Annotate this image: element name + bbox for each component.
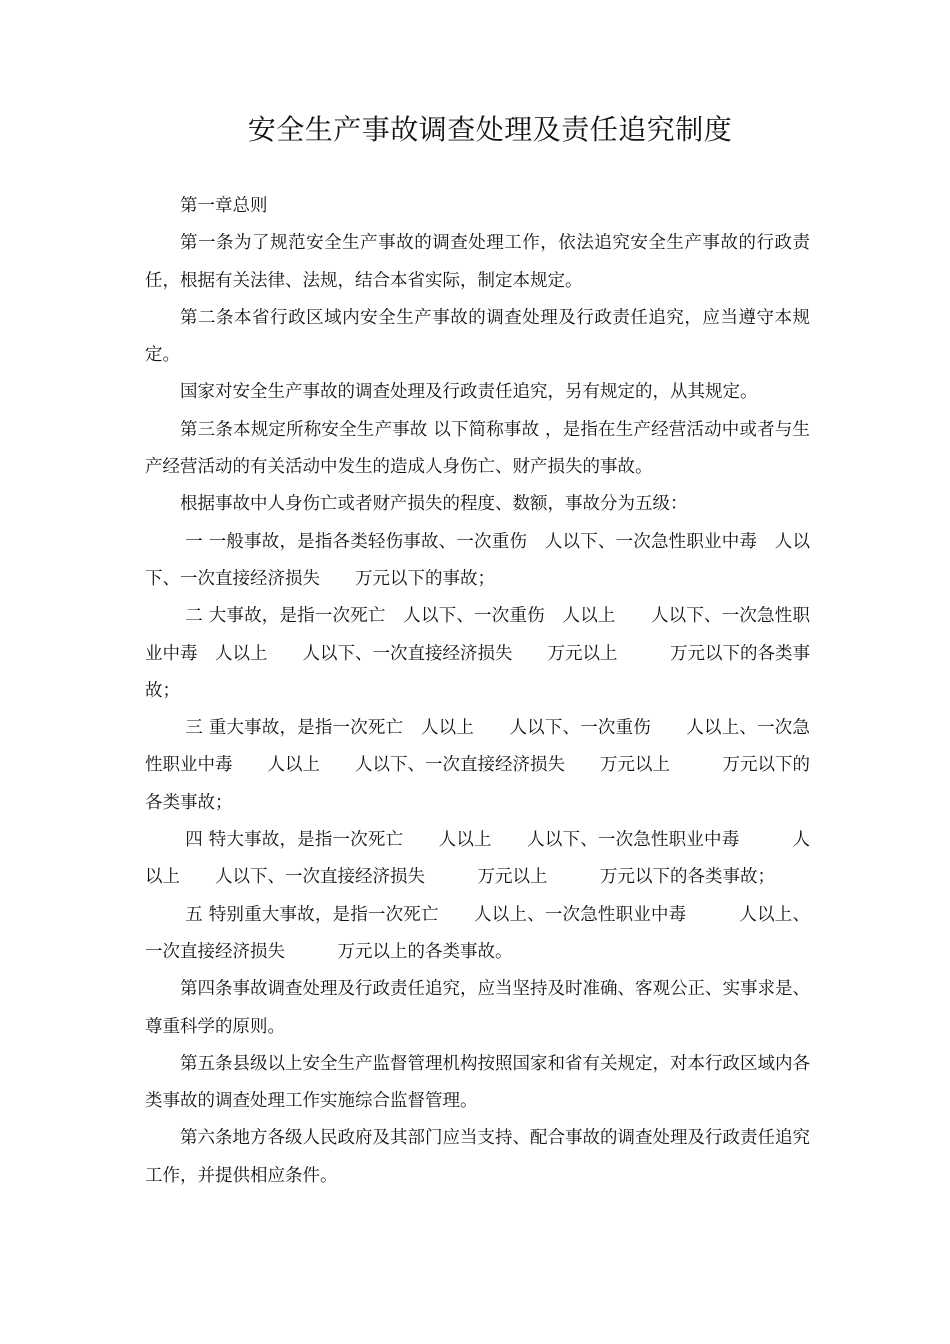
article-6-paragraph: 第六条地方各级人民政府及其部门应当支持、配合事故的调查处理及行政责任追究工作，并提供相应条件。: [145, 1128, 810, 1186]
level-5-paragraph: 五 特别重大事故，是指一次死亡 人以上、一次急性职业中毒 人以上、一次直接经济损失 万元以上的各类事故。: [145, 904, 810, 962]
accident-levels-intro: 根据事故中人身伤亡或者财产损失的程度、数额，事故分为五级：: [180, 494, 688, 515]
level-4-paragraph: 四 特大事故，是指一次死亡 人以上 人以下、一次急性职业中毒 人以上 人以下、一次直接经济损失 万元以上 万元以下的各类事故；: [145, 830, 810, 888]
document-body: [145, 188, 810, 1195]
article-4-paragraph: 第四条事故调查处理及行政责任追究，应当坚持及时准确、客观公正、实事求是、尊重科学的原则。: [145, 979, 810, 1037]
article-5-paragraph: 第五条县级以上安全生产监督管理机构按照国家和省有关规定，对本行政区域内各类事故的调查处理工作实施综合监督管理。: [145, 1053, 810, 1112]
article-3-paragraph: 第三条本规定所称安全生产事故 以下简称事故 ，是指在生产经营活动中或者与生产经营活动的有关活动中发生的造成人身伤亡、财产损失的事故。: [145, 419, 810, 478]
article-1-paragraph: 第一条为了规范安全生产事故的调查处理工作，依法追究安全生产事故的行政责任，根据有关法律、法规，结合本省实际，制定本规定。: [145, 233, 810, 291]
chapter-heading: 第一章总则: [180, 196, 268, 216]
level-1-paragraph: 一 一般事故，是指各类轻伤事故、一次重伤 人以下、一次急性职业中毒 人以下、一次直接经济损失 万元以下的事故；: [145, 531, 810, 589]
document-title: 安全生产事故调查处理及责任追究制度: [247, 113, 733, 146]
level-3-paragraph: 三 重大事故，是指一次死亡 人以上 人以下、一次重伤 人以上、一次急性职业中毒 人以上 人以下、一次直接经济损失 万元以上 万元以下的各类事故；: [145, 718, 810, 813]
national-rule-paragraph: 国家对安全生产事故的调查处理及行政责任追究，另有规定的，从其规定。: [180, 382, 758, 403]
level-2-paragraph: 二 大事故，是指一次死亡 人以下、一次重伤 人以上 人以下、一次急性职业中毒 人以上 人以下、一次直接经济损失 万元以上 万元以下的各类事故；: [145, 606, 810, 701]
article-2-paragraph: 第二条本省行政区域内安全生产事故的调查处理及行政责任追究，应当遵守本规定。: [145, 307, 810, 366]
